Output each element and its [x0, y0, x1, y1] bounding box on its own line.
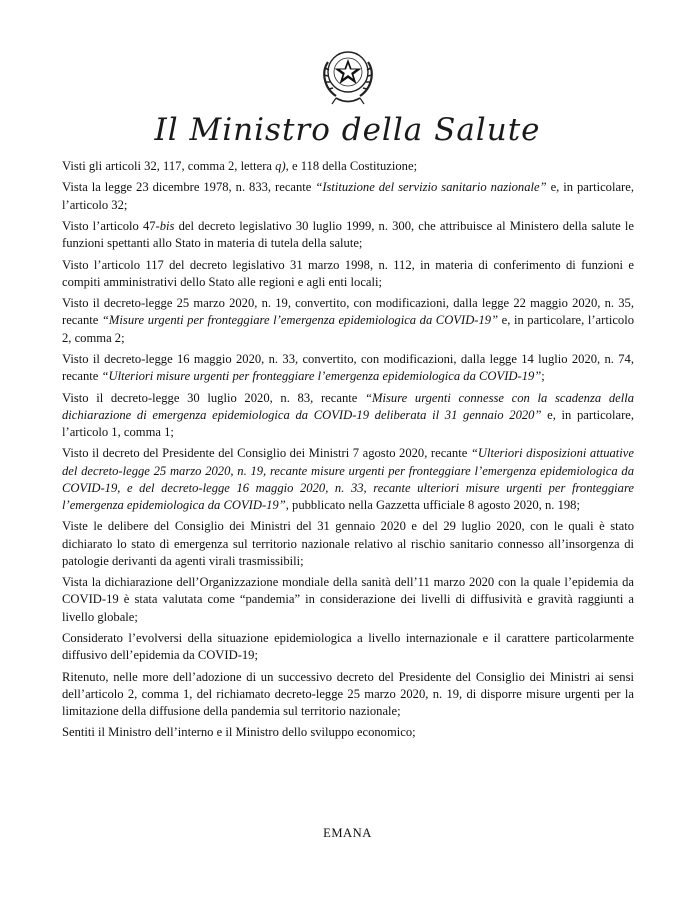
paragraph	[62, 630, 634, 664]
closing-word: EMANA	[323, 826, 372, 840]
document-heading: Il Ministro della Salute	[154, 112, 541, 148]
text-run: e, in particolare, l’articolo 1, comma 1;	[62, 407, 634, 439]
paragraph	[62, 445, 634, 514]
text-run: Considerato l’evolversi della situazione epidemiologica a livello internazionale e il carattere particolarmente diffusivo dell’epidemia da COVID-19;	[62, 630, 634, 663]
italic-text: “Misure urgenti per fronteggiare l’emergenza epidemiologica da COVID-19”	[101, 313, 499, 328]
paragraph	[62, 574, 634, 626]
text-run: Vista la legge 23 dicembre 1978, n. 833, recante	[62, 180, 316, 195]
text-run: ;	[541, 369, 545, 384]
text-run: Visti gli articoli 32, 117, comma 2, lettera	[62, 159, 276, 173]
italic-text: “Ulteriori disposizioni attuative del decreto-legge 25 marzo 2020, n. 19, recante misure urgenti per fronteggiare l’emergenza epidemiologica da COVID-19, e del decreto-legge 16 maggio 2020, n. 33, recante ulteriori misure urgenti per fronteggiare l’emergenza epidemiologica da COVID-19”	[62, 446, 634, 512]
text-run: Visto il decreto del Presidente del Consiglio dei Ministri 7 agosto 2020, recante	[62, 446, 471, 461]
paragraph	[62, 669, 634, 721]
paragraph	[62, 179, 634, 213]
paragraph	[62, 257, 634, 291]
document-body	[62, 158, 634, 746]
paragraph	[62, 295, 634, 347]
text-run: del decreto legislativo 30 luglio 1999, n. 300, che attribuisce al Ministero della salute le funzioni spettanti allo Stato in materia di tutela della salute;	[62, 218, 634, 251]
text-run: Visto il decreto-legge 25 marzo 2020, n. 19, convertito, con modificazioni, dalla legge 22 maggio 2020, n. 35, recante	[62, 296, 634, 328]
text-run: Visto il decreto-legge 30 luglio 2020, n. 83, recante	[62, 390, 366, 405]
text-run: Viste le delibere del Consiglio dei Ministri del 31 gennaio 2020 e del 29 luglio 2020, con le quali è stato dichiarato lo stato di emergenza sul territorio nazionale relativo al rischio sanitario connesso all’insorgenza di patologie derivanti da agenti virali trasmissibili;	[62, 519, 634, 568]
text-run: , e 118 della Costituzione;	[285, 159, 418, 173]
italic-text: bis	[159, 218, 175, 233]
text-run: Vista la dichiarazione dell’Organizzazione mondiale della sanità dell’11 marzo 2020 con la quale l’epidemia da COVID-19 è stata valutata come “pandemia” in considerazione dei livelli di diffusività e gravità raggiunti a livello globale;	[62, 575, 634, 624]
text-run: Sentiti il Ministro dell’interno e il Ministro dello sviluppo economico;	[62, 725, 416, 740]
paragraph	[62, 351, 634, 385]
text-run: e, in particolare, l’articolo 2, comma 2;	[62, 313, 634, 345]
italic-text: “Istituzione del servizio sanitario nazionale”	[315, 180, 547, 195]
paragraph	[62, 158, 634, 175]
italian-republic-emblem-icon	[316, 42, 380, 108]
text-run: Visto l’articolo 117 del decreto legislativo 31 marzo 1998, n. 112, in materia di conferimento di funzioni e compiti amministrativi dello Stato alle regioni e agli enti locali;	[62, 257, 634, 289]
text-run: Ritenuto, nelle more dell’adozione di un successivo decreto del Presidente del Consiglio dei Ministri ai sensi dell’articolo 2, comma 1, del richiamato decreto-legge 25 marzo 2020, n. 19, di disporre misure urgenti per la limitazione della diffusione della pandemia sul territorio nazionale;	[62, 669, 634, 718]
text-run: e, in particolare, l’articolo 32;	[62, 180, 634, 212]
paragraph	[62, 390, 634, 442]
paragraph	[62, 724, 634, 741]
italic-text: q)	[275, 159, 286, 173]
paragraph	[62, 518, 634, 570]
italic-text: “Ulteriori misure urgenti per fronteggiare l’emergenza epidemiologica da COVID-19”	[101, 369, 542, 384]
text-run: , pubblicato nella Gazzetta ufficiale 8 agosto 2020, n. 198;	[285, 497, 580, 512]
text-run: Visto l’articolo 47-	[62, 218, 160, 233]
italic-text: “Misure urgenti connesse con la scadenza della dichiarazione di emergenza epidemiologica da COVID-19 deliberata il 31 gennaio 2020”	[62, 390, 634, 422]
text-run: Visto il decreto-legge 16 maggio 2020, n. 33, convertito, con modificazioni, dalla legge 14 luglio 2020, n. 74, recante	[62, 351, 634, 384]
paragraph	[62, 218, 634, 252]
